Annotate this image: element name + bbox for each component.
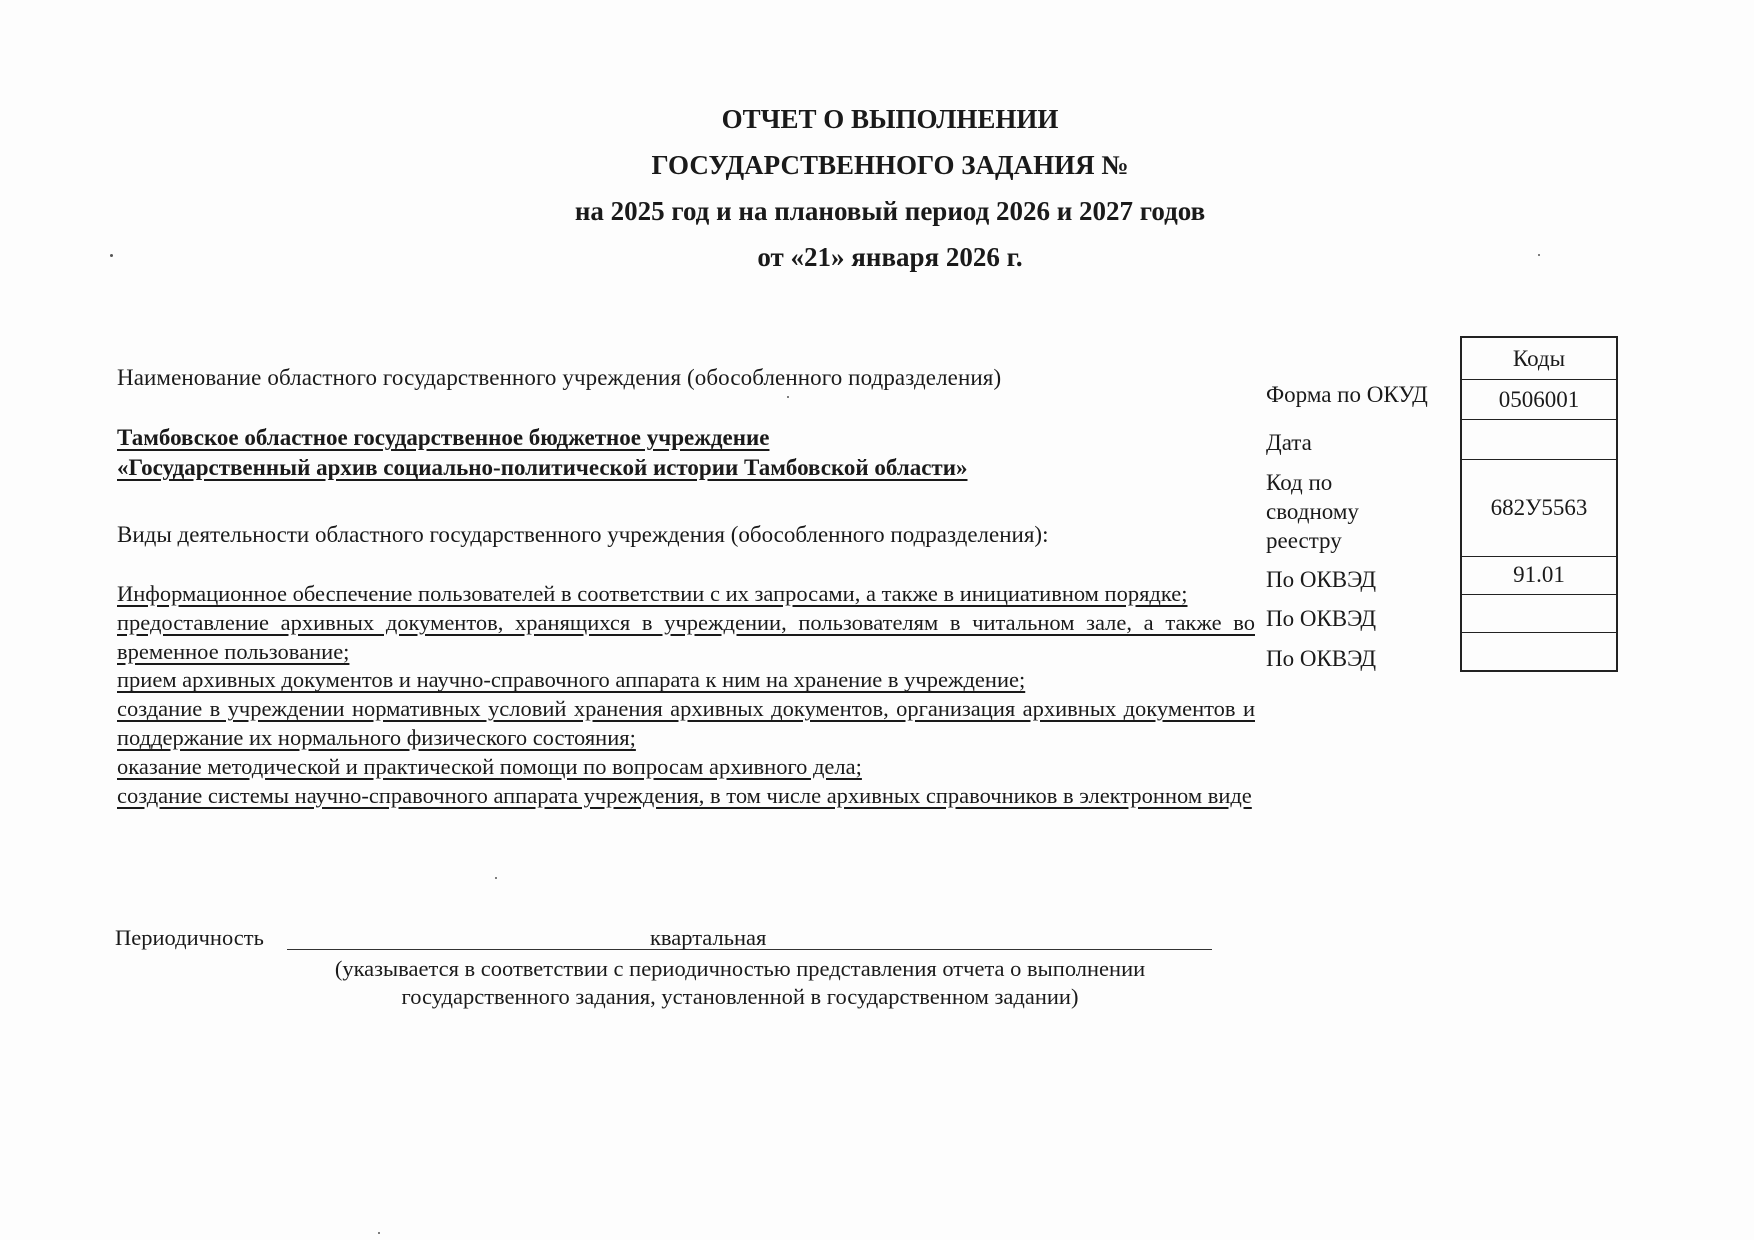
activities-label: Виды деятельности областного государственного учреждения (обособленного подразделения): (117, 522, 1049, 547)
title-line-2: ГОСУДАРСТВЕННОГО ЗАДАНИЯ № (651, 150, 1129, 180)
code-value-okud: 0506001 (1462, 380, 1616, 420)
code-value-registry: 682У5563 (1462, 460, 1616, 557)
code-label-okved-1: По ОКВЭД (1266, 567, 1377, 592)
code-value-okved-3 (1462, 633, 1616, 670)
title-line-4: от «21» января 2026 г. (757, 242, 1023, 272)
code-label-date: Дата (1266, 430, 1312, 455)
scan-speck (110, 254, 113, 257)
activity-item: предоставление архивных документов, хранящихся в учреждении, пользователям в читальном зале, а также во временное пользование; (117, 609, 1255, 664)
title-line-1: ОТЧЕТ О ВЫПОЛНЕНИИ (721, 104, 1059, 134)
activity-item: прием архивных документов и научно-справочного аппарата к ним на хранение в учреждение; (117, 667, 1026, 693)
report-title (500, 96, 1280, 280)
code-value-date (1462, 420, 1616, 460)
organization-label: Наименование областного государственного учреждения (обособленного подразделения) (117, 365, 1002, 390)
scan-speck (378, 1232, 380, 1234)
scan-speck (495, 877, 497, 879)
activity-item: создание системы научно-справочного аппарата учреждения, в том числе архивных справочников в электронном виде (117, 782, 1252, 808)
scan-speck (787, 396, 789, 398)
organization-name-line-2: «Государственный архив социально-политической истории Тамбовской области» (117, 455, 968, 480)
periodicity-note-line-2: государственного задания, установленной в государственном задании) (401, 984, 1079, 1009)
activity-item: создание в учреждении нормативных условий хранения архивных документов, организация архивных документов и поддержание их нормального физического состояния; (117, 696, 1255, 750)
periodicity-label: Периодичность (115, 925, 264, 950)
activities-list (117, 580, 1255, 810)
organization-name (117, 423, 967, 483)
activity-item: оказание методической и практической помощи по вопросам архивного дела; (117, 753, 862, 779)
code-label-okved-3: По ОКВЭД (1266, 646, 1377, 671)
code-label-okud: Форма по ОКУД (1266, 382, 1428, 407)
periodicity-note (290, 955, 1190, 1011)
periodicity-note-line-1: (указывается в соответствии с периодичностью представления отчета о выполнении (334, 956, 1146, 981)
code-label-registry: Код по сводному реестру (1266, 470, 1359, 553)
organization-name-line-1: Тамбовское областное государственное бюджетное учреждение (117, 425, 770, 450)
activity-item: Информационное обеспечение пользователей в соответствии с их запросами, а также в инициативном порядке; (117, 581, 1188, 606)
title-line-3: на 2025 год и на плановый период 2026 и 2027 годов (574, 196, 1206, 226)
periodicity-row (115, 925, 1215, 955)
periodicity-value: квартальная (650, 925, 767, 950)
code-value-okved-2 (1462, 595, 1616, 633)
code-label-okved-2: По ОКВЭД (1266, 606, 1377, 631)
codes-header: Коды (1462, 338, 1616, 380)
code-value-okved-1: 91.01 (1462, 557, 1616, 595)
codes-table (1460, 336, 1618, 672)
scan-speck (1538, 254, 1540, 256)
